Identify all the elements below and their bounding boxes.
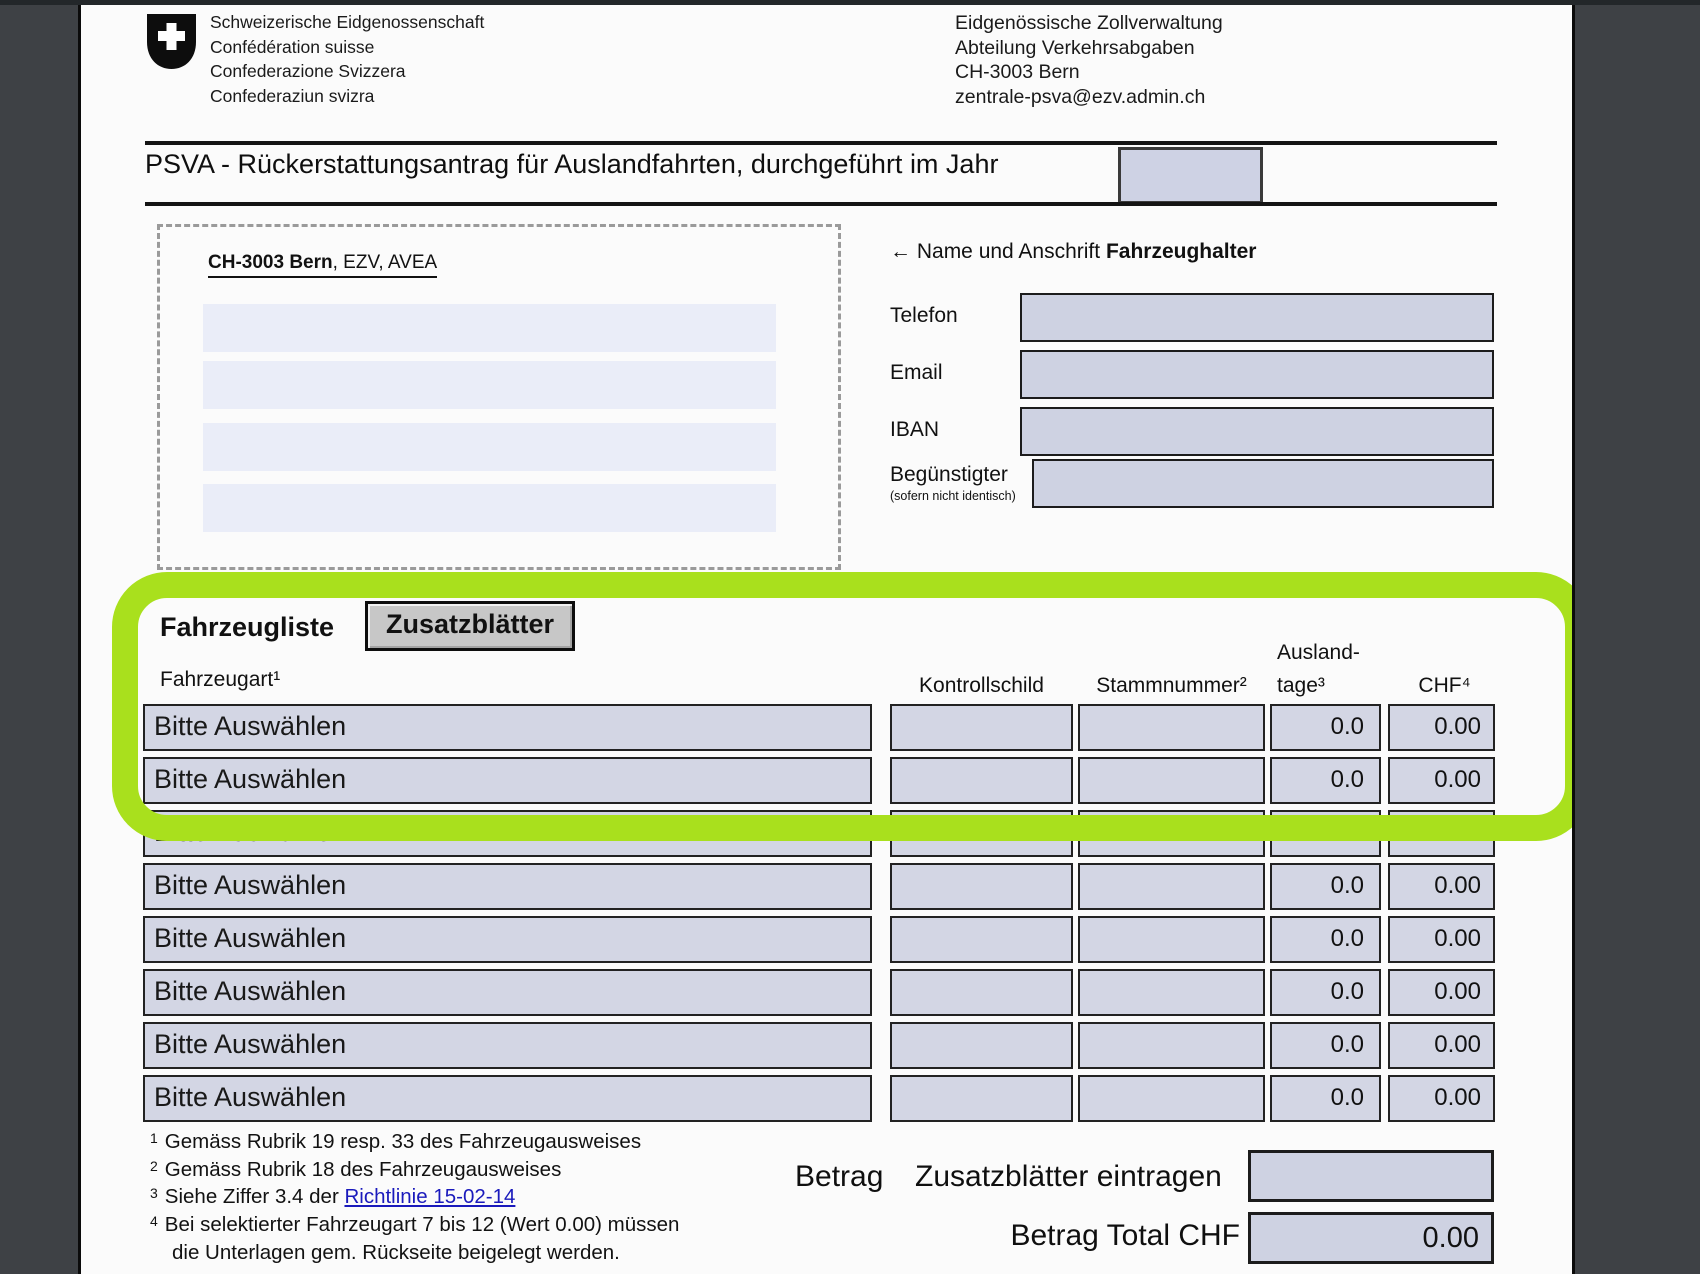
vehicle-row (143, 704, 1495, 751)
col-header-auslandtage-line1: Ausland- (1277, 641, 1360, 664)
footnote-2 (150, 1158, 561, 1182)
auslandtage-input[interactable]: 0.0 (1270, 1022, 1381, 1069)
title-rule-bottom (145, 202, 1497, 206)
auslandtage-input[interactable]: 0.0 (1270, 1075, 1381, 1122)
footnote-4-continued (172, 1241, 620, 1265)
chf-input[interactable]: 0.00 (1388, 757, 1495, 804)
chf-input[interactable]: 0.00 (1388, 1022, 1495, 1069)
holder-heading-text: Name und Anschrift (916, 240, 1101, 263)
betrag-total-input[interactable]: 0.00 (1248, 1212, 1494, 1264)
department-address-block (955, 11, 1223, 109)
betrag-total-label: Betrag Total CHF (1010, 1219, 1240, 1252)
auslandtage-input[interactable]: 0.0 (1270, 916, 1381, 963)
kontrollschild-input[interactable] (890, 863, 1073, 910)
vehicle-row (143, 863, 1495, 910)
email-label: Email (890, 361, 943, 384)
dept-line: CH-3003 Bern (955, 61, 1080, 83)
fahrzeugart-selected-value: Bitte Auswählen (154, 976, 347, 1006)
fahrzeugart-select[interactable] (143, 863, 872, 910)
logo-line: Confederazione Svizzera (210, 61, 406, 81)
fahrzeugart-select[interactable] (143, 757, 872, 804)
kontrollschild-input[interactable] (890, 810, 1073, 857)
title-rule-top (145, 141, 1497, 145)
beguenstigter-sublabel: (sofern nicht identisch) (890, 489, 1016, 503)
dept-line: Abteilung Verkehrsabgaben (955, 36, 1195, 59)
footnote-marker: 3 (150, 1185, 158, 1201)
telefon-input[interactable] (1020, 293, 1494, 342)
col-header-auslandtage-line2: tage³ (1277, 674, 1325, 697)
address-line-input[interactable] (203, 423, 776, 471)
fahrzeugart-selected-value: Bitte Auswählen (154, 870, 347, 900)
kontrollschild-input[interactable] (890, 916, 1073, 963)
fahrzeugart-select[interactable] (143, 1022, 872, 1069)
chf-input[interactable]: 0.00 (1388, 916, 1495, 963)
stammnummer-input[interactable] (1078, 757, 1265, 804)
return-address-rest: , EZV, AVEA (332, 252, 438, 273)
betrag-label: Betrag (795, 1160, 884, 1193)
stammnummer-input[interactable] (1078, 704, 1265, 751)
arrow-left-icon: ← (890, 240, 911, 263)
dept-line: Eidgenössische Zollverwaltung (955, 12, 1223, 34)
auslandtage-input[interactable]: 0.0 (1270, 969, 1381, 1016)
zusatzblaetter-button[interactable]: Zusatzblätter (365, 601, 575, 651)
vehicle-row (143, 916, 1495, 963)
fahrzeugart-selected-value: Bitte Auswählen (154, 817, 347, 847)
fahrzeugart-select[interactable] (143, 704, 872, 751)
year-input[interactable] (1118, 147, 1263, 204)
footnote-text: die Unterlagen gem. Rückseite beigelegt werden. (172, 1241, 620, 1264)
kontrollschild-input[interactable] (890, 1075, 1073, 1122)
footnote-marker: 1 (150, 1130, 158, 1146)
return-address (208, 252, 437, 278)
logo-line: Confédération suisse (210, 36, 375, 57)
col-header-stammnummer: Stammnummer² (1096, 674, 1247, 697)
viewer-margin-left (0, 0, 81, 1274)
vehicle-row (143, 1022, 1495, 1069)
telefon-label: Telefon (890, 304, 958, 327)
holder-heading-bold: Fahrzeughalter (1105, 240, 1257, 263)
swiss-coat-of-arms-icon (145, 12, 198, 70)
stammnummer-input[interactable] (1078, 969, 1265, 1016)
kontrollschild-input[interactable] (890, 704, 1073, 751)
col-header-kontrollschild: Kontrollschild (919, 674, 1044, 697)
logo-line: Confederaziun svizra (210, 85, 375, 106)
chf-input[interactable]: 0.00 (1388, 810, 1495, 857)
col-header-chf: CHF⁴ (1418, 674, 1471, 697)
auslandtage-input[interactable]: 0.0 (1270, 704, 1381, 751)
footnote-4 (150, 1213, 679, 1237)
footnote-text: Siehe Ziffer 3.4 der (164, 1185, 345, 1208)
email-input[interactable] (1020, 350, 1494, 399)
kontrollschild-input[interactable] (890, 969, 1073, 1016)
vehicle-row (143, 757, 1495, 804)
auslandtage-input[interactable]: 0.0 (1270, 757, 1381, 804)
kontrollschild-input[interactable] (890, 757, 1073, 804)
fahrzeugart-selected-value: Bitte Auswählen (154, 1082, 347, 1112)
chf-input[interactable]: 0.00 (1388, 704, 1495, 751)
footnote-text: Gemäss Rubrik 18 des Fahrzeugausweises (164, 1158, 562, 1181)
footnote-marker: 4 (150, 1213, 158, 1229)
chf-input[interactable]: 0.00 (1388, 1075, 1495, 1122)
chf-input[interactable]: 0.00 (1388, 863, 1495, 910)
stammnummer-input[interactable] (1078, 916, 1265, 963)
footnote-text: Bei selektierter Fahrzeugart 7 bis 12 (Wert 0.00) müssen (164, 1213, 680, 1236)
address-line-input[interactable] (203, 361, 776, 409)
fahrzeugart-select[interactable] (143, 969, 872, 1016)
auslandtage-input[interactable]: 0.0 (1270, 810, 1381, 857)
stammnummer-input[interactable] (1078, 863, 1265, 910)
vehicle-row (143, 969, 1495, 1016)
beguenstigter-label: Begünstigter (890, 463, 1008, 486)
col-header-fahrzeugart: Fahrzeugart¹ (160, 668, 281, 691)
beguenstigter-input[interactable] (1032, 459, 1494, 508)
viewer-margin-right (1572, 0, 1700, 1274)
dept-line: zentrale-psva@ezv.admin.ch (955, 85, 1206, 108)
stammnummer-input[interactable] (1078, 1075, 1265, 1122)
vehicle-row (143, 810, 1495, 857)
viewer-top-edge (0, 0, 1700, 5)
fahrzeugart-select[interactable] (143, 1075, 872, 1122)
iban-input[interactable] (1020, 407, 1494, 456)
fahrzeugart-selected-value: Bitte Auswählen (154, 1029, 347, 1059)
betrag-zusatzblaetter-input[interactable] (1248, 1150, 1494, 1202)
footnote-3 (150, 1185, 515, 1209)
auslandtage-input[interactable]: 0.0 (1270, 863, 1381, 910)
footnote-text: Gemäss Rubrik 19 resp. 33 des Fahrzeugausweises (164, 1130, 642, 1153)
kontrollschild-input[interactable] (890, 1022, 1073, 1069)
vehicle-row (143, 1075, 1495, 1122)
section-title-fahrzeugliste: Fahrzeugliste (160, 612, 335, 642)
footnote-1 (150, 1130, 641, 1154)
iban-label: IBAN (890, 418, 940, 441)
fahrzeugart-select[interactable] (143, 916, 872, 963)
zusatzblaetter-eintragen-label: Zusatzblätter eintragen (915, 1160, 1222, 1193)
fahrzeugart-select[interactable] (143, 810, 872, 857)
form-title: PSVA - Rückerstattungsantrag für Auslandfahrten, durchgeführt im Jahr (145, 149, 999, 179)
stammnummer-input[interactable] (1078, 1022, 1265, 1069)
fahrzeugart-selected-value: Bitte Auswählen (154, 711, 347, 741)
confederation-wordmark (210, 10, 484, 108)
footnote-marker: 2 (150, 1158, 158, 1174)
address-line-input[interactable] (203, 484, 776, 532)
richtlinie-link[interactable]: Richtlinie 15-02-14 (344, 1185, 516, 1208)
holder-heading (890, 240, 1256, 264)
chf-input[interactable]: 0.00 (1388, 969, 1495, 1016)
fahrzeugart-selected-value: Bitte Auswählen (154, 764, 347, 794)
stammnummer-input[interactable] (1078, 810, 1265, 857)
return-address-bold: CH-3003 Bern (208, 252, 333, 273)
address-line-input[interactable] (203, 304, 776, 352)
fahrzeugart-selected-value: Bitte Auswählen (154, 923, 347, 953)
logo-line: Schweizerische Eidgenossenschaft (210, 12, 485, 32)
